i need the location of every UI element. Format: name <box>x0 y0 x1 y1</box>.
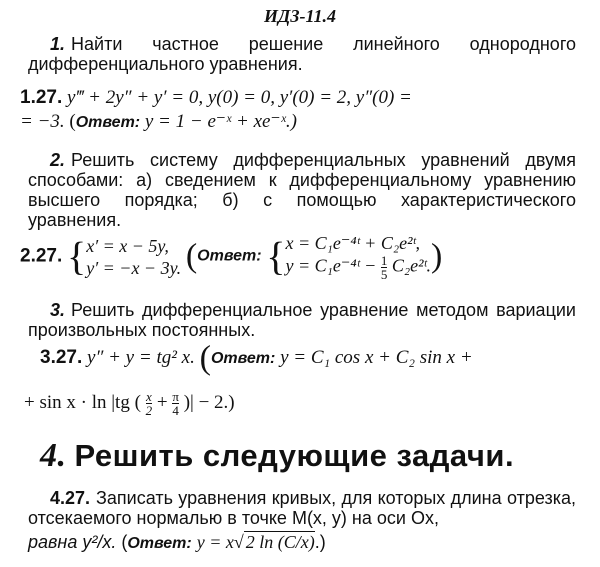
page-title: ИДЗ-11.4 <box>264 6 336 26</box>
answer-line-1: x = C₁e⁻⁴ᵗ + C₂e²ᵗ, <box>285 233 420 253</box>
problem-4-item-number: 4.27. <box>50 488 91 508</box>
fraction-one-fifth: $\frac{1}{5}$ <box>380 253 388 282</box>
problem-1-statement: Найти частное решение линейного однородного дифференциального уравнения. <box>28 34 576 74</box>
sqrt-argument: 2 ln (C/x) <box>245 532 315 552</box>
problem-4-last-line: равна y²/x. (Ответ: y = x√ 2 ln (C/x).) <box>28 532 326 552</box>
problem-3-answer-label: Ответ: <box>210 350 276 367</box>
problem-4-answer: y = x <box>196 532 234 552</box>
problem-2-statement: Решить систему дифференциальных уравнений двумя способами: а) сведением к дифференциальному уравнению высшего порядка; б) с помощью характеристического уравнения. <box>28 150 576 230</box>
answer-brace: { <box>266 233 286 279</box>
problem-2-item-number: 2.27. <box>20 245 63 267</box>
problem-1-text <box>28 34 576 74</box>
problem-4-condition: равна y²/x. <box>28 532 117 552</box>
problem-3-number: 3. <box>50 300 66 320</box>
system-line-2: y′ = −x − 3y. <box>86 257 182 278</box>
problem-1-answer: y = 1 − e⁻ˣ + xe⁻ˣ.) <box>144 111 297 132</box>
problem-1-item-number: 1.27. <box>20 87 63 108</box>
problem-1-equation-line2: = −3. <box>20 111 65 132</box>
problem-3-answer-cont: + sin x · ln |tg ( $\frac{x}{2}$ + $\frac{\pi}{4}$ )| − 2.) <box>24 389 235 418</box>
system-answer <box>286 232 432 281</box>
problem-2-answer-label: Ответ: <box>197 247 262 265</box>
problem-3-eq: y″ + y = tg² x. <box>87 347 195 368</box>
problem-4-answer-label: Ответ: <box>127 535 192 552</box>
problem-1-equation <box>20 86 600 110</box>
left-brace: { <box>67 233 87 279</box>
fraction-x-over-2: $\frac{x}{2}$ <box>145 389 153 418</box>
system-line-1: x′ = x − 5y, <box>86 235 169 256</box>
problem-3-text <box>28 300 576 340</box>
problem-3-equation: 3.27. y″ + y = tg² x. (Ответ: y = C₁ cos x + C₂ sin x + <box>40 339 473 377</box>
problem-2-number: 2. <box>50 150 66 170</box>
problem-2-system: 2.27. { x′ = x − 5y, y′ = −x − 3y. (Ответ: { x = C₁e⁻⁴ᵗ + C₂e²ᵗ, y = C₁e⁻⁴ᵗ − $\frac{1}{5}$ C₂e²ᵗ. ) <box>20 233 443 282</box>
problem-3-statement: Решить дифференциальное уравнение методом вариации произвольных постоянных. <box>28 300 576 340</box>
problem-4-text <box>28 488 576 528</box>
problem-1-answer-label: Ответ: <box>75 114 141 131</box>
answer-line-2: y = C₁e⁻⁴ᵗ − $\frac{1}{5}$ C₂e²ᵗ. <box>285 253 432 282</box>
problem-1-equation-line1: y‴ + 2y″ + y′ = 0, y(0) = 0, y′(0) = 2, y″(0) = <box>67 87 412 108</box>
problem-3-answer-line1: y = C₁ cos x + C₂ sin x + <box>280 347 473 368</box>
sqrt-sign: √ <box>233 532 244 552</box>
problem-3-answer-line2b: )| − 2.) <box>183 391 235 413</box>
system-equations <box>86 235 181 279</box>
problem-4-statement: Записать уравнения кривых, для которых длина отрезка, отсекаемого нормалью в точке M(x, y) на оси Ox, <box>28 488 576 528</box>
problem-2-text <box>28 150 576 230</box>
problem-3-item-number: 3.27. <box>40 347 83 368</box>
problem-1-equation-cont: = −3. (Ответ: y = 1 − e⁻ˣ + xe⁻ˣ.) <box>20 111 297 132</box>
section-4-number: 4. <box>40 437 67 474</box>
problem-1-number: 1. <box>50 34 66 54</box>
fraction-pi-over-4: $\frac{\pi}{4}$ <box>172 389 179 418</box>
problem-3-answer-line2a: + sin x · ln |tg ( <box>24 391 141 413</box>
section-4-heading: 4. Решить следующие задачи. <box>40 437 515 474</box>
